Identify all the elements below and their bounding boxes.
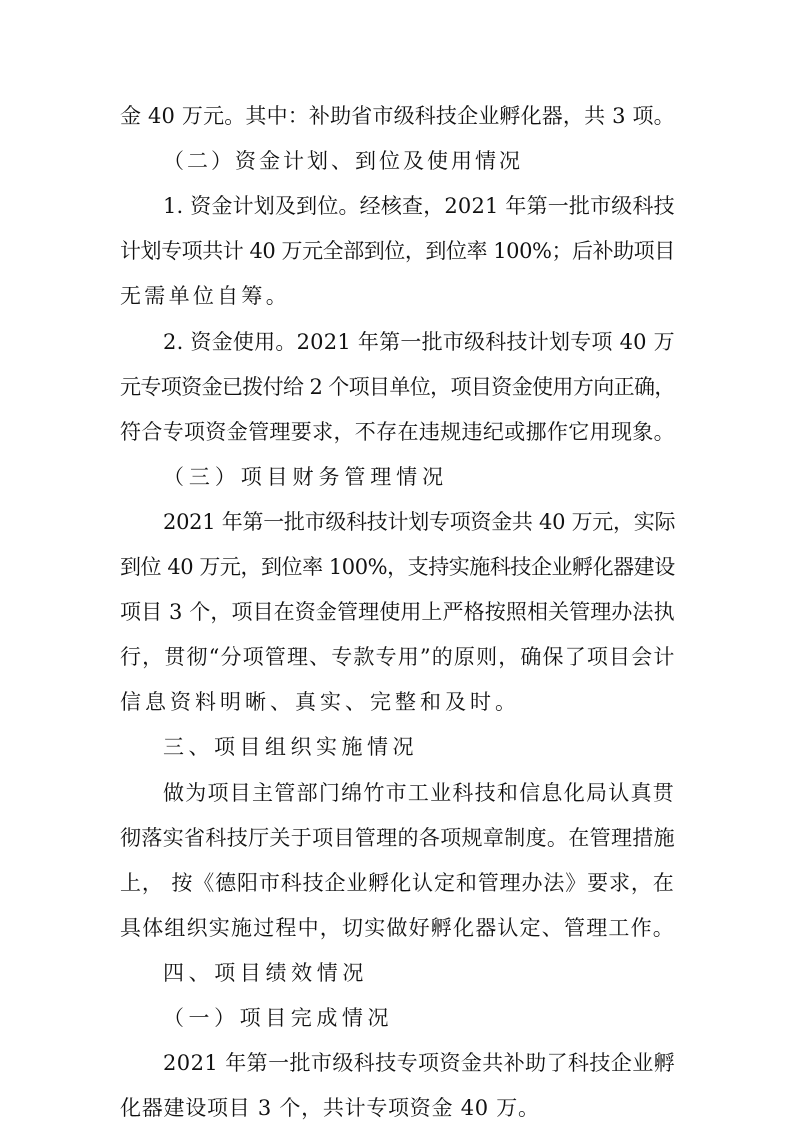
body-line: 化器建设项目 3 个，共计专项资金 40 万。: [120, 1096, 540, 1120]
body-line: 金 40 万元。其中：补助省市级科技企业孵化器，共 3 项。: [120, 104, 675, 128]
body-line: 上， 按《德阳市科技企业孵化认定和管理办法》要求，在: [120, 871, 675, 895]
section-heading: 四、项目绩效情况: [163, 961, 368, 985]
section-heading: （二）资金计划、到位及使用情况: [163, 149, 523, 173]
body-line: 做为项目主管部门绵竹市工业科技和信息化局认真贯: [163, 781, 675, 805]
body-line: 到位 40 万元，到位率 100%，支持实施科技企业孵化器建设: [120, 555, 675, 579]
section-heading: （一）项目完成情况: [163, 1006, 393, 1030]
body-line: 无需单位自筹。: [120, 284, 290, 308]
body-line: 行，贯彻“分项管理、专款专用”的原则，确保了项目会计: [120, 645, 676, 669]
body-line: 信息资料明晰、真实、完整和及时。: [120, 690, 520, 714]
body-line: 2021 年第一批市级科技计划专项资金共 40 万元，实际: [163, 510, 676, 534]
section-heading: 三、项目组织实施情况: [163, 735, 418, 759]
body-line: 2021 年第一批市级科技专项资金共补助了科技企业孵: [163, 1051, 676, 1075]
body-line: 符合专项资金管理要求，不存在违规违纪或挪作它用现象。: [120, 420, 675, 444]
body-line: 具体组织实施过程中，切实做好孵化器认定、管理工作。: [120, 916, 675, 940]
body-line: 1. 资金计划及到位。经核查，2021 年第一批市级科技: [163, 194, 675, 218]
body-line: 彻落实省科技厅关于项目管理的各项规章制度。在管理措施: [120, 826, 675, 850]
section-heading: （三）项目财务管理情况: [163, 465, 448, 489]
body-line: 项目 3 个，项目在资金管理使用上严格按照相关管理办法执: [120, 600, 675, 624]
body-line: 元专项资金已拨付给 2 个项目单位，项目资金使用方向正确，: [120, 375, 675, 399]
body-line: 计划专项共计 40 万元全部到位，到位率 100%；后补助项目: [120, 239, 675, 263]
body-line: 2. 资金使用。2021 年第一批市级科技计划专项 40 万: [163, 330, 675, 354]
